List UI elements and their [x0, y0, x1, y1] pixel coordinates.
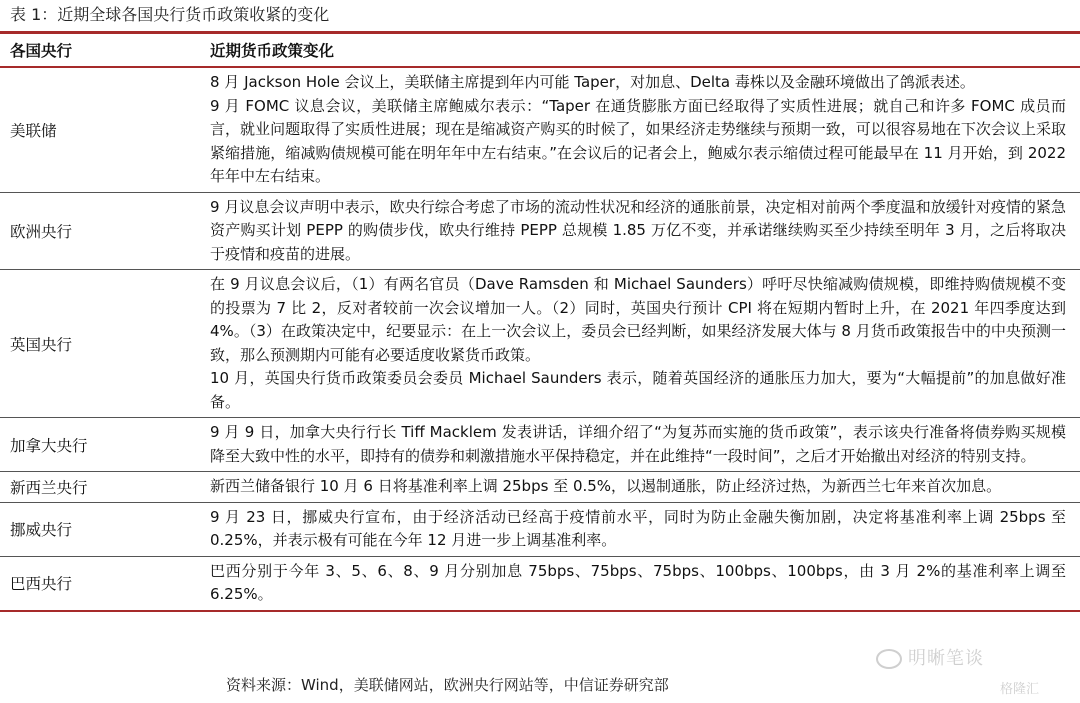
- header-bank: 各国央行: [10, 42, 73, 60]
- policy-table: [0, 31, 1080, 612]
- bank-name: 巴西央行: [10, 575, 73, 593]
- bank-name: 新西兰央行: [10, 478, 88, 497]
- table-row: [0, 503, 1080, 557]
- policy-text: [200, 68, 1080, 192]
- policy-paragraph: 8 月 Jackson Hole 会议上，美联储主席提到年内可能 Taper，对加息、Delta 毒株以及金融环境做出了鸽派表述。: [210, 73, 975, 91]
- header-changes: 近期货币政策变化: [210, 42, 335, 60]
- policy-text: [200, 193, 1080, 270]
- table-row: [0, 418, 1080, 472]
- policy-paragraph: 9 月 FOMC 议息会议，美联储主席鲍威尔表示：“Taper 在通货膨胀方面已经取得了实质性进展；就自己和许多 FOMC 成员而言，就业问题取得了实质性进展；现在是缩减资产购买的时候了，如果经济走势继续与预期一致，可以很容易地在下次会议上采取紧缩措施，缩减购债规模可能在明年年中左右结束。”在会议后的记者会上，鲍威尔表示缩债过程可能最早在 11 月开始，到 2022 年年中左右结束。: [210, 96, 1066, 185]
- table-row: [0, 68, 1080, 193]
- watermark-secondary: 格隆汇: [1000, 682, 1040, 697]
- watermark-primary: [876, 644, 984, 670]
- policy-paragraph: 在 9 月议息会议后，（1）有两名官员（Dave Ramsden 和 Michael Saunders）呼吁尽快缩减购债规模，即维持购债规模不变的投票为 7 比 2，反对者较前一次会议增加一人。（2）同时，英国央行预计 CPI 将在短期内暂时上升，在 2021 年四季度达到 4%。（3）在政策决定中，纪要显示：在上一次会议上，委员会已经判断，如果经济发展大体与 8 月货币政策报告中的中央预测一致，那么预测期内可能有必要适度收紧货币政策。: [210, 275, 1066, 364]
- bank-name: 美联储: [10, 121, 57, 140]
- table-row: [0, 270, 1080, 418]
- policy-paragraph: 9 月 23 日，挪威央行宣布，由于经济活动已经高于疫情前水平，同时为防止金融失衡加剧，决定将基准利率上调 25bps 至 0.25%，并表示极有可能在今年 12 月进一步上调基准利率。: [210, 507, 1066, 549]
- table-header: [0, 34, 1080, 66]
- policy-text: [200, 503, 1080, 556]
- bank-name: 加拿大央行: [10, 436, 88, 455]
- bank-name: 挪威央行: [10, 521, 73, 539]
- table-caption: 表 1：近期全球各国央行货币政策收紧的变化: [10, 5, 330, 24]
- table-row: [0, 557, 1080, 612]
- policy-paragraph: 9 月议息会议声明中表示，欧央行综合考虑了市场的流动性状况和经济的通胀前景，决定相对前两个季度温和放缓针对疫情的紧急资产购买计划 PEPP 的购债步伐，欧央行维持 PEPP 总规模 1.85 万亿不变，并承诺继续购买至少持续至明年 3 月，之后将取决于疫情和疫苗的进展。: [210, 197, 1066, 263]
- policy-paragraph: 巴西分别于今年 3、5、6、8、9 月分别加息 75bps、75bps、75bps、100bps、100bps，由 3 月 2%的基准利率上调至 6.25%。: [210, 561, 1066, 603]
- policy-text: [200, 472, 1080, 502]
- watermark-primary-text: 明晰笔谈: [908, 648, 984, 669]
- wechat-icon: [876, 649, 902, 669]
- table-row: [0, 193, 1080, 271]
- policy-paragraph: 10 月，英国央行货币政策委员会委员 Michael Saunders 表示，随着英国经济的通胀压力加大，要为“大幅提前”的加息做好准备。: [210, 369, 1066, 411]
- policy-paragraph: 新西兰储备银行 10 月 6 日将基准利率上调 25bps 至 0.5%，以遏制通胀，防止经济过热，为新西兰七年来首次加息。: [210, 477, 1002, 495]
- policy-text: [200, 557, 1080, 610]
- bank-name: 英国央行: [10, 335, 73, 354]
- source-note: 资料来源：Wind，美联储网站，欧洲央行网站等，中信证券研究部: [226, 676, 669, 694]
- table-row: [0, 472, 1080, 503]
- policy-text: [200, 270, 1080, 417]
- policy-text: [200, 418, 1080, 471]
- policy-paragraph: 9 月 9 日，加拿大央行行长 Tiff Macklem 发表讲话，详细介绍了“为复苏而实施的货币政策”，表示该央行准备将债券购买规模降至大致中性的水平，即持有的债券和刺激措施水平保持稳定，并在此维持“一段时间”，之后才开始撤出对经济的特别支持。: [210, 423, 1066, 465]
- bank-name: 欧洲央行: [10, 222, 73, 241]
